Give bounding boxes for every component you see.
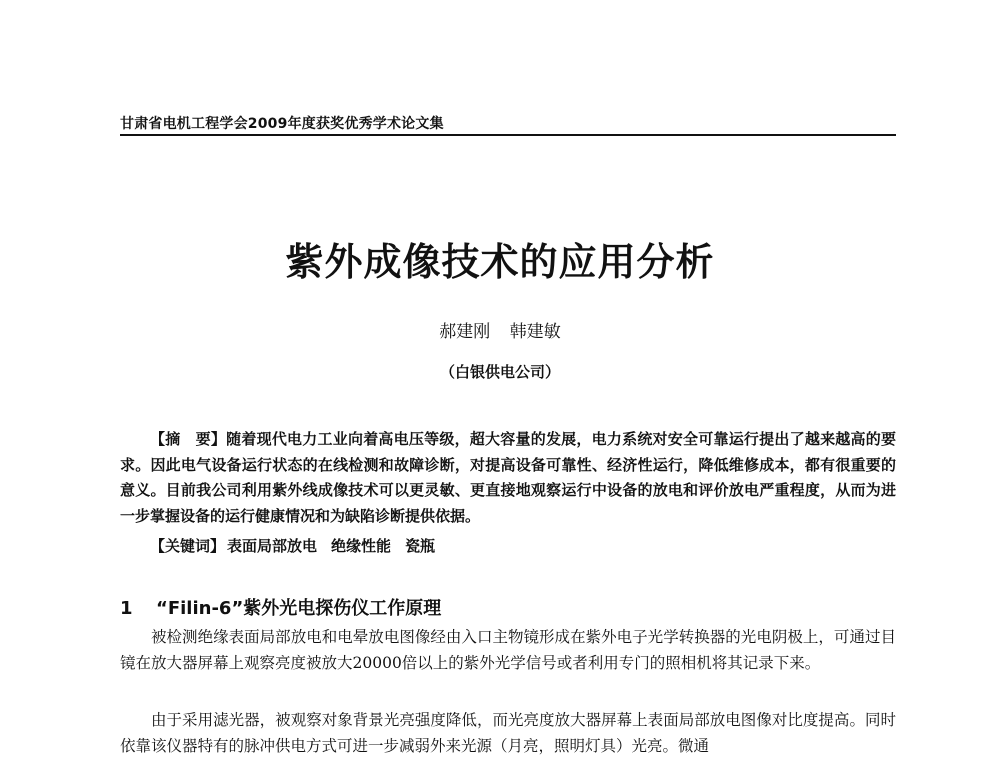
keywords <box>150 535 449 556</box>
abstract: 【摘 要】随着现代电力工业向着高电压等级，超大容量的发展，电力系统对安全可靠运行提出了越来越高的要求。因此电气设备运行状态的在线检测和故障诊断，对提高设备可靠性、经济性运行，降低维修成本，都有很重要的意义。目前我公司利用紫外线成像技术可以更灵敏、更直接地观察运行中设备的放电和评价放电严重程度，从而为进一步掌握设备的运行健康情况和为缺陷诊断提供依据。 <box>120 430 896 525</box>
keyword: 绝缘性能 <box>331 537 392 555</box>
keyword: 瓷瓶 <box>405 537 436 555</box>
body-paragraph: 被检测绝缘表面局部放电和电晕放电图像经由入口主物镜形成在紫外电子光学转换器的光电阴极上，可通过目镜在放大器屏幕上观察亮度被放大20000倍以上的紫外光学信号或者利用专门的照相机将其记录下来。 <box>120 628 896 672</box>
keyword: 表面局部放电 <box>227 537 318 555</box>
section-title: “Filin-6”紫外光电探伤仪工作原理 <box>156 598 442 619</box>
paper-affiliation: （白银供电公司） <box>439 363 560 381</box>
paper-title: 紫外成像技术的应用分析 <box>285 239 715 284</box>
running-header: 甘肃省电机工程学会2009年度获奖优秀学术论文集 <box>120 116 444 132</box>
section-number: 1 <box>120 598 133 619</box>
body-paragraph: 由于采用滤光器，被观察对象背景光亮强度降低，而光亮度放大器屏幕上表面局部放电图像对比度提高。同时依靠该仪器特有的脉冲供电方式可进一步减弱外来光源（月亮，照明灯具）光亮。微通 <box>120 711 896 755</box>
header-rule <box>120 134 896 136</box>
section-heading <box>120 594 441 620</box>
keywords-label: 【关键词】 <box>150 537 226 555</box>
paper-authors: 郝建刚 韩建敏 <box>439 322 561 342</box>
